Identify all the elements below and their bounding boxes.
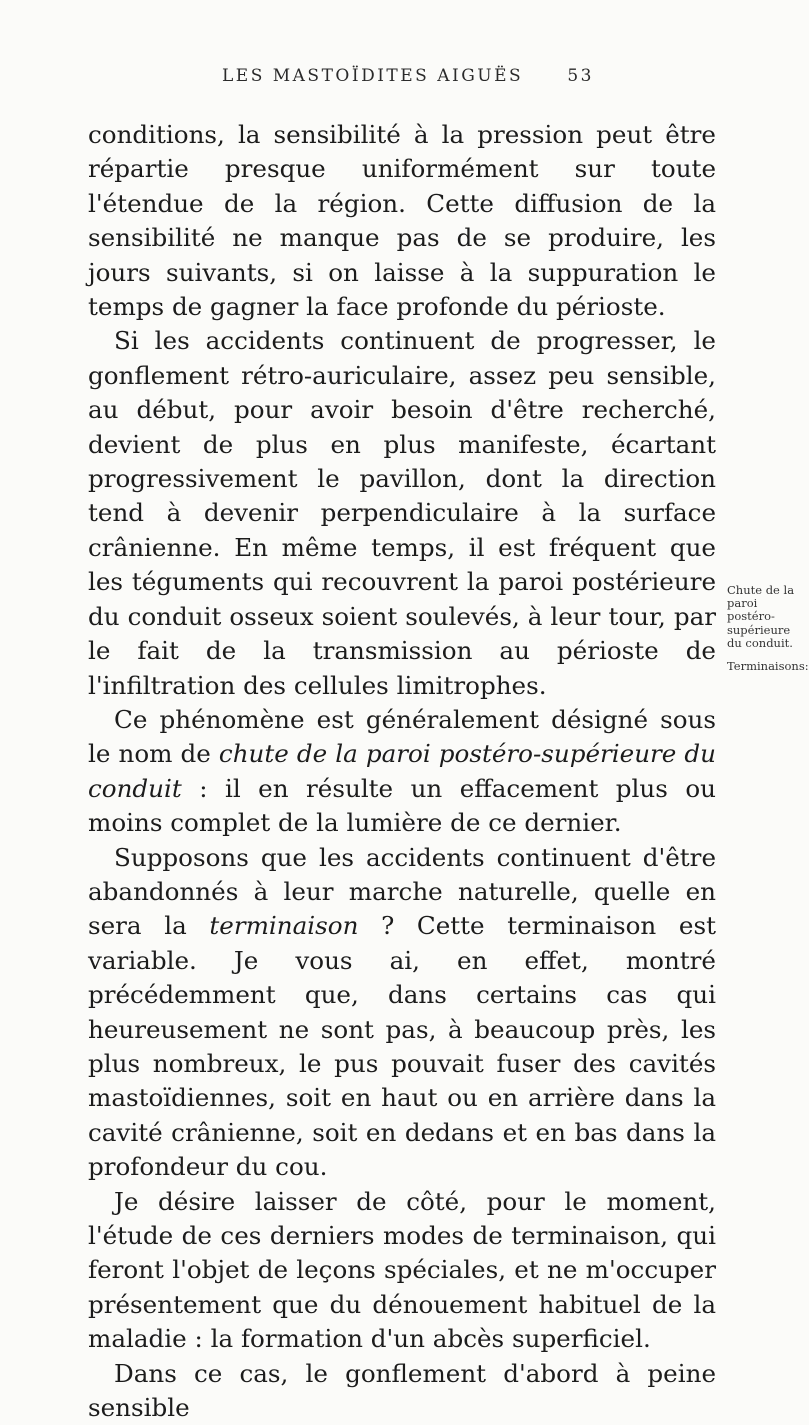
paragraph-text: Supposons que les accidents continuent d'être abandonnés à leur marche naturelle, quelle en sera la bbox=[88, 842, 716, 941]
paragraph-abces: Dans ce cas, le gonflement d'abord à peine sensible bbox=[88, 1358, 716, 1423]
paragraph-text: ? Cette terminaison est variable. Je vous ai, en effet, montré précédemment que, dans certains cas qui heureusement ne sont pas, à beaucoup près, les plus nombreux, le pus pouvait fuser des cavités mastoïdiennes, soit en haut ou en arrière dans la cavité crânienne, soit en dedans et en bas dans la profondeur du cou. bbox=[88, 911, 716, 1182]
paragraph-text: Ce phénomène est généralement désigné sous le nom de bbox=[88, 704, 716, 769]
paragraph-continuation: conditions, la sensibilité à la pression peut être répartie presque uniformément sur toute l'étendue de la région. Cette diffusion de la sensibilité ne manque pas de se produire, les jours suivants, si on laisse à la suppuration le temps de gagner la face profonde du périoste. bbox=[88, 120, 716, 322]
paragraph-chute-paroi bbox=[88, 703, 716, 841]
emphasized-term: terminaison bbox=[209, 911, 359, 941]
paragraph-terminaison bbox=[88, 841, 716, 1185]
paragraph-gonflement: Si les accidents continuent de progresser, le gonflement rétro-auriculaire, assez peu sensible, au début, pour avoir besoin d'être recherché, devient de plus en plus manifeste, écartant progressivement le pavillon, dont la direction tend à devenir perpendiculaire à la surface crânienne. En même temps, il est fréquent que les téguments qui recouvrent la paroi postérieure du conduit osseux soient soulevés, à leur tour, par le fait de la transmission au périoste de l'infiltration des cellules limitrophes. bbox=[88, 326, 716, 700]
paragraph-modes: Je désire laisser de côté, pour le moment, l'étude de ces derniers modes de terminaison, qui feront l'objet de leçons spéciales, et ne m'occuper présentement que du dénouement habituel de la maladie : la formation d'un abcès superficiel. bbox=[88, 1186, 716, 1354]
paragraph-text: : il en résulte un effacement plus ou moins complet de la lumière de ce dernier. bbox=[88, 773, 716, 838]
emphasized-term: chute de la paroi postéro-supérieure du conduit bbox=[88, 739, 717, 803]
margin-note-chute: Chute de la paroi postéro-supérieure du conduit. bbox=[727, 583, 795, 650]
body-text bbox=[88, 118, 716, 1425]
running-title: LES MASTOÏDITES AIGUËS bbox=[222, 66, 524, 86]
page-number: 53 bbox=[567, 66, 594, 86]
margin-note-terminaisons: Terminaisons: bbox=[727, 659, 809, 673]
